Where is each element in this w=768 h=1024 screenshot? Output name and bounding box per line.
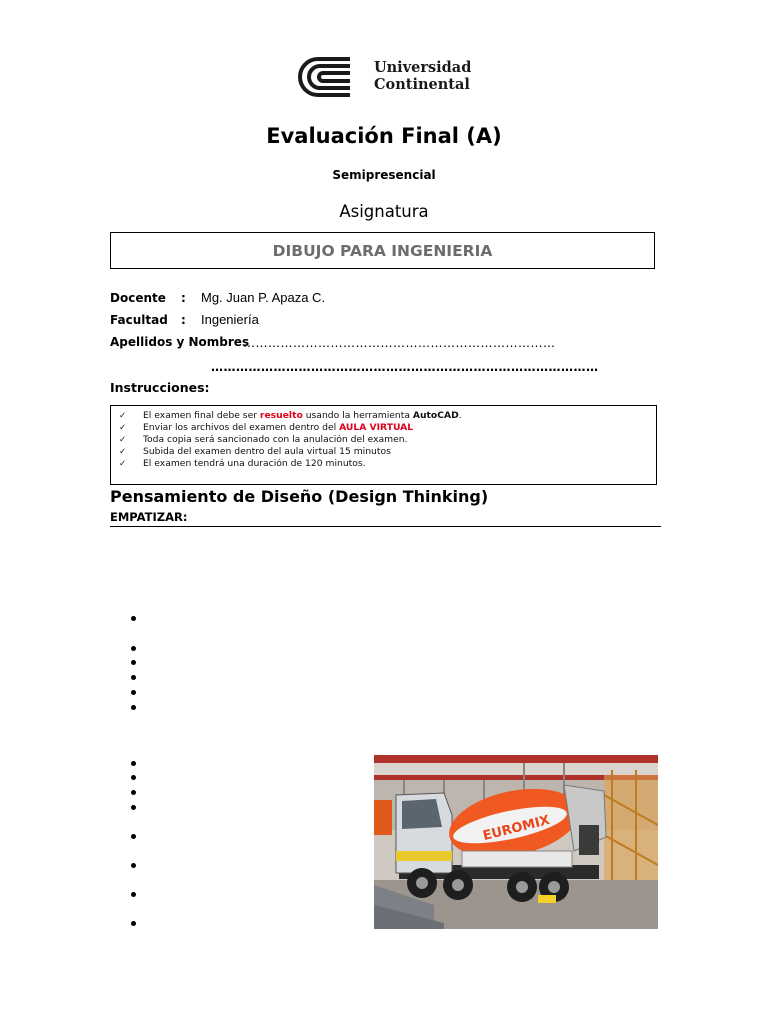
concrete-mixer-truck-photo: [374, 755, 658, 929]
checkmark-icon: ✓: [119, 423, 127, 434]
bullet-icon: [131, 805, 136, 810]
bullet-icon: [131, 921, 136, 926]
nombres-row: [110, 335, 249, 349]
bullet-icon: [131, 892, 136, 897]
bullet-icon: [131, 761, 136, 766]
bullet-icon: [131, 775, 136, 780]
section-divider: [110, 526, 661, 527]
bullet-icon: [131, 834, 136, 839]
continental-c-logo-icon: [298, 56, 364, 98]
subject-label: Asignatura: [339, 202, 429, 221]
facultad-colon: :: [181, 313, 186, 327]
checkmark-icon: ✓: [119, 459, 127, 470]
section-title: Pensamiento de Diseño (Design Thinking): [110, 487, 489, 506]
logo-wordmark: [374, 59, 471, 93]
bullet-icon: [131, 863, 136, 868]
instruction-item: ✓ Subida del examen dentro del aula virtual 15 minutos: [119, 446, 391, 458]
instructions-box: [110, 405, 657, 485]
docente-row: [110, 290, 326, 305]
bullet-icon: [131, 705, 136, 710]
bullet-icon: [131, 790, 136, 795]
docente-value: Mg. Juan P. Apaza C.: [201, 290, 326, 305]
checkmark-icon: ✓: [119, 447, 127, 458]
nombres-dotted-line[interactable]: …………………………………………………………………: [243, 336, 556, 350]
instruction-item: ✓ Enviar los archivos del examen dentro del AULA VIRTUAL: [119, 422, 414, 434]
docente-colon: :: [181, 291, 186, 305]
facultad-label: Facultad: [110, 313, 168, 327]
bullet-icon: [131, 646, 136, 651]
instructions-title: Instrucciones:: [110, 380, 210, 395]
exam-title: Evaluación Final (A): [266, 124, 502, 148]
instruction-item: ✓ Toda copia será sancionado con la anulación del examen.: [119, 434, 408, 446]
facultad-row: [110, 312, 259, 327]
instruction-item: ✓ El examen final debe ser resuelto usando la herramienta AutoCAD.: [119, 410, 462, 421]
checkmark-icon: ✓: [119, 435, 127, 446]
exam-modality: Semipresencial: [332, 168, 436, 182]
bullet-icon: [131, 690, 136, 695]
university-logo: [298, 56, 478, 98]
section-subtitle: EMPATIZAR:: [110, 510, 188, 524]
bullet-icon: [131, 660, 136, 665]
nombres-label: Apellidos y Nombres: [110, 335, 250, 349]
bullet-icon: [131, 675, 136, 680]
bullet-icon: [131, 616, 136, 621]
checkmark-icon: ✓: [119, 411, 127, 421]
docente-label: Docente: [110, 291, 166, 305]
instruction-item: ✓ El examen tendrá una duración de 120 minutos.: [119, 458, 366, 470]
subject-box: [110, 232, 655, 269]
subject-name: DIBUJO PARA INGENIERIA: [272, 241, 493, 260]
logo-line-2: Continental: [374, 76, 470, 93]
facultad-value: Ingeniería: [201, 312, 259, 327]
nombres-dotted-line-2[interactable]: …………………………………………………………………………………: [211, 360, 599, 374]
truck-brand-text: EUROMIX: [481, 812, 552, 845]
logo-line-1: Universidad: [374, 59, 472, 76]
